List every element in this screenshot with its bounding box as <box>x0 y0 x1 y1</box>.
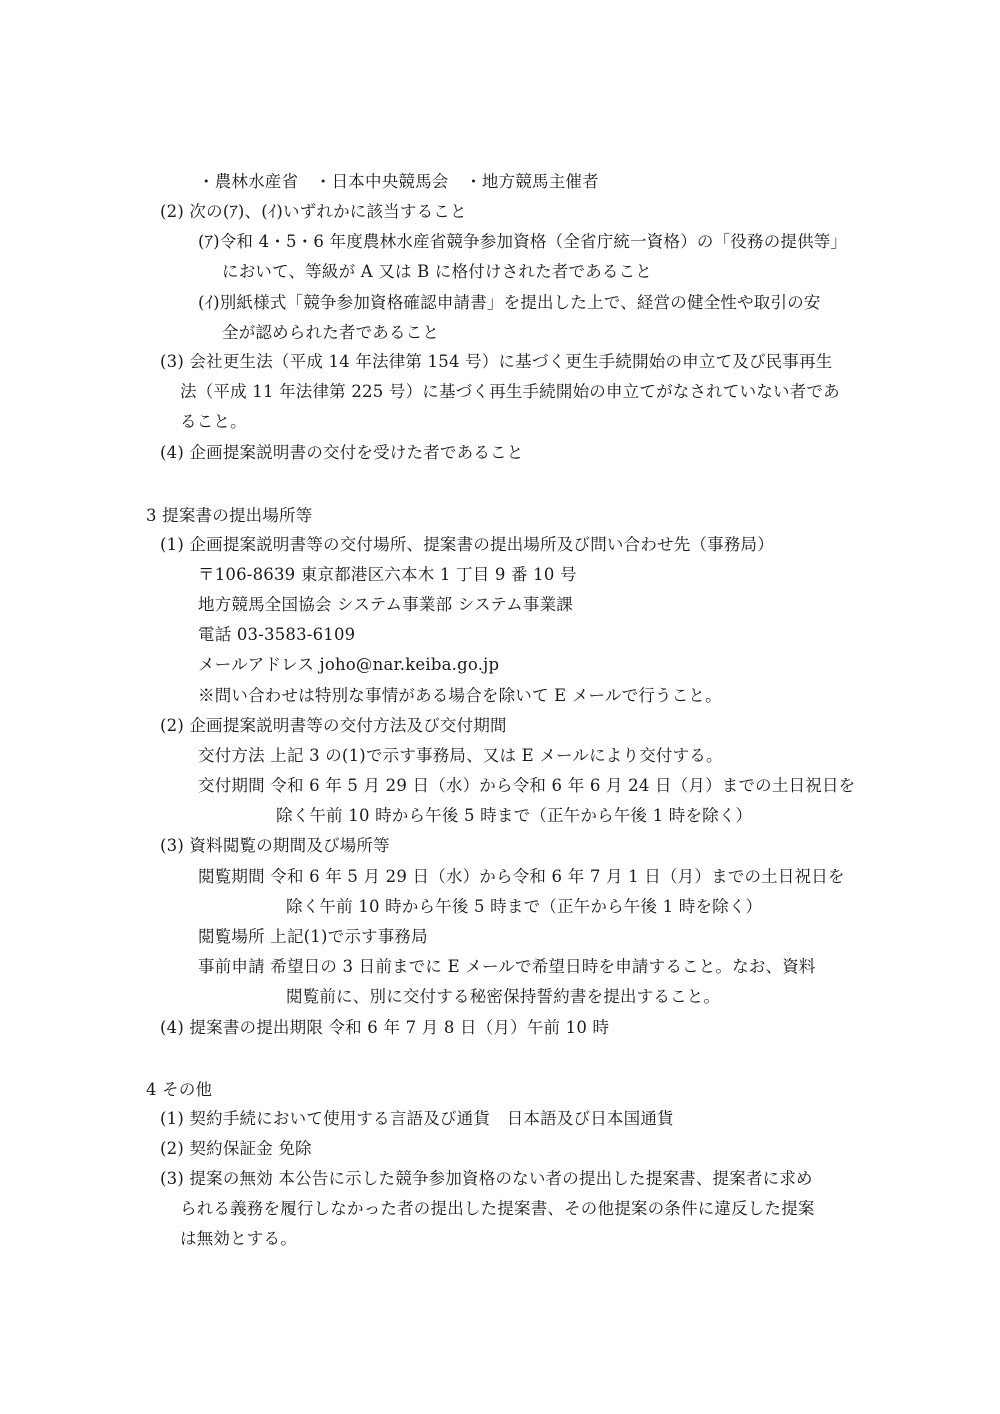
delivery-period-line1: 交付期間 令和 6 年 5 月 29 日（水）から令和 6 年 6 月 24 日（月）までの土日祝日を <box>198 776 856 795</box>
section-4-3-line3: は無効とする。 <box>180 1229 297 1248</box>
section-3-3-heading: (3) 資料閲覧の期間及び場所等 <box>160 836 390 855</box>
office-address: 〒106-8639 東京都港区六本木 1 丁目 9 番 10 号 <box>198 565 577 584</box>
section-4-3-line1: (3) 提案の無効 本公告に示した競争参加資格のない者の提出した提案書、提案者に求め <box>160 1169 813 1188</box>
section-3-2-heading: (2) 企画提案説明書等の交付方法及び交付期間 <box>160 716 507 735</box>
viewing-place: 閲覧場所 上記(1)で示す事務局 <box>198 927 428 946</box>
condition-2a-line1: (ｱ)令和 4・5・6 年度農林水産省競争参加資格（全省庁統一資格）の「役務の提供等」 <box>198 232 848 251</box>
condition-3-line1: (3) 会社更生法（平成 14 年法律第 154 号）に基づく更生手続開始の申立て及び民事再生 <box>160 352 833 371</box>
delivery-period-line2: 除く午前 10 時から午後 5 時まで（正午から午後 1 時を除く） <box>276 806 753 825</box>
office-phone: 電話 03-3583-6109 <box>198 625 356 644</box>
condition-2b-line2: 全が認められた者であること <box>222 323 440 342</box>
section-4-2: (2) 契約保証金 免除 <box>160 1139 312 1158</box>
section-4-1: (1) 契約手続において使用する言語及び通貨 日本語及び日本国通貨 <box>160 1109 674 1128</box>
advance-request-line2: 閲覧前に、別に交付する秘密保持誓約書を提出すること。 <box>286 987 721 1006</box>
delivery-method: 交付方法 上記 3 の(1)で示す事務局、又は E メールにより交付する。 <box>198 746 723 765</box>
condition-2b-line1: (ｲ)別紙様式「競争参加資格確認申請書」を提出した上で、経営の健全性や取引の安 <box>198 293 821 312</box>
condition-3-line3: ること。 <box>180 412 247 431</box>
condition-2a-line2: において、等級が A 又は B に格付けされた者であること <box>222 262 652 281</box>
office-email: メールアドレス joho@nar.keiba.go.jp <box>198 655 500 674</box>
section-4-3-line2: られる義務を履行しなかった者の提出した提案書、その他提案の条件に違反した提案 <box>180 1199 815 1218</box>
advance-request-line1: 事前申請 希望日の 3 日前までに E メールで希望日時を申請すること。なお、資料 <box>198 957 816 976</box>
office-department: 地方競馬全国協会 システム事業部 システム事業課 <box>198 595 573 614</box>
section-3-1-heading: (1) 企画提案説明書等の交付場所、提案書の提出場所及び問い合わせ先（事務局） <box>160 535 774 554</box>
section-4-heading: 4 その他 <box>146 1080 213 1099</box>
viewing-period-line2: 除く午前 10 時から午後 5 時まで（正午から午後 1 時を除く） <box>286 897 763 916</box>
submission-deadline: (4) 提案書の提出期限 令和 6 年 7 月 8 日（月）午前 10 時 <box>160 1018 610 1037</box>
condition-3-line2: 法（平成 11 年法律第 225 号）に基づく再生手続開始の申立てがなされていない者であ <box>180 382 840 401</box>
inquiry-note: ※問い合わせは特別な事情がある場合を除いて E メールで行うこと。 <box>198 686 722 705</box>
condition-2-heading: (2) 次の(ｱ)、(ｲ)いずれかに該当すること <box>160 202 467 221</box>
section-3-heading: 3 提案書の提出場所等 <box>146 506 313 525</box>
condition-4: (4) 企画提案説明書の交付を受けた者であること <box>160 443 524 462</box>
eligible-org-list: ・農林水産省 ・日本中央競馬会 ・地方競馬主催者 <box>198 172 599 191</box>
viewing-period-line1: 閲覧期間 令和 6 年 5 月 29 日（水）から令和 6 年 7 月 1 日（月）までの土日祝日を <box>198 867 845 886</box>
